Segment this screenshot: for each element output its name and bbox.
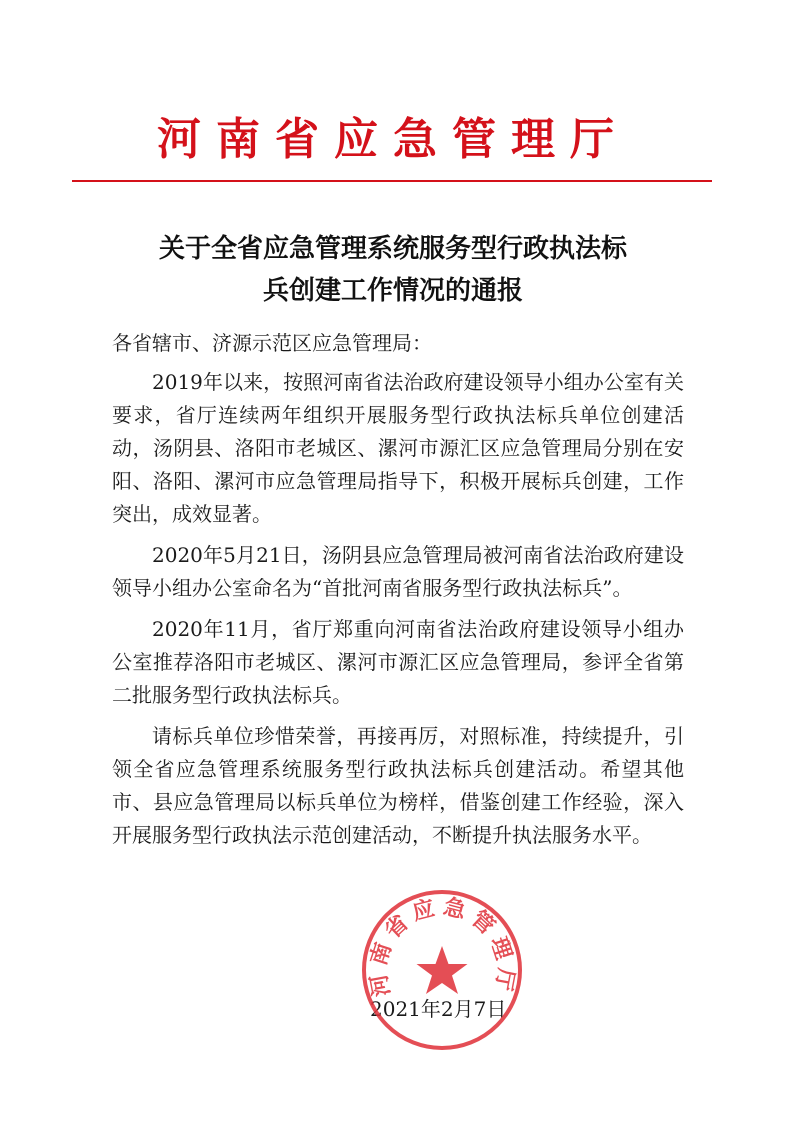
paragraph-4: 请标兵单位珍惜荣誉，再接再厉，对照标准，持续提升，引领全省应急管理系统服务型行政执法标兵创建活动。希望其他市、县应急管理局以标兵单位为榜样，借鉴创建工作经验，深入开展服务型行政执法示范创建活动，不断提升执法服务水平。	[112, 724, 684, 847]
document-title-line-1: 关于全省应急管理系统服务型行政执法标	[158, 234, 627, 264]
issue-date: 2021年2月7日	[370, 997, 507, 1021]
masthead-org-name: 河南省应急管理厅	[157, 114, 629, 165]
paragraph-3: 2020年11月，省厅郑重向河南省法治政府建设领导小组办公室推荐洛阳市老城区、漯河市源汇区应急管理局，参评全省第二批服务型行政执法标兵。	[112, 617, 684, 707]
document-body	[112, 327, 684, 860]
paragraph-1: 2019年以来，按照河南省法治政府建设领导小组办公室有关要求，省厅连续两年组织开展服务型行政执法标兵单位创建活动，汤阴县、洛阳市老城区、漯河市源汇区应急管理局分别在安阳、洛阳、漯河市应急管理局指导下，积极开展标兵创建，工作突出，成效显著。	[112, 370, 684, 526]
masthead-divider	[72, 180, 712, 182]
paragraph-2: 2020年5月21日，汤阴县应急管理局被河南省法治政府建设领导小组办公室命名为“首批河南省服务型行政执法标兵”。	[112, 543, 684, 600]
document-title	[60, 228, 726, 312]
official-seal	[360, 888, 524, 1052]
star-icon	[417, 946, 468, 994]
salutation: 各省辖市、济源示范区应急管理局：	[112, 331, 432, 355]
document-title-line-2: 兵创建工作情况的通报	[262, 276, 523, 306]
seal-text: 河南省应急管理厅	[364, 893, 520, 999]
